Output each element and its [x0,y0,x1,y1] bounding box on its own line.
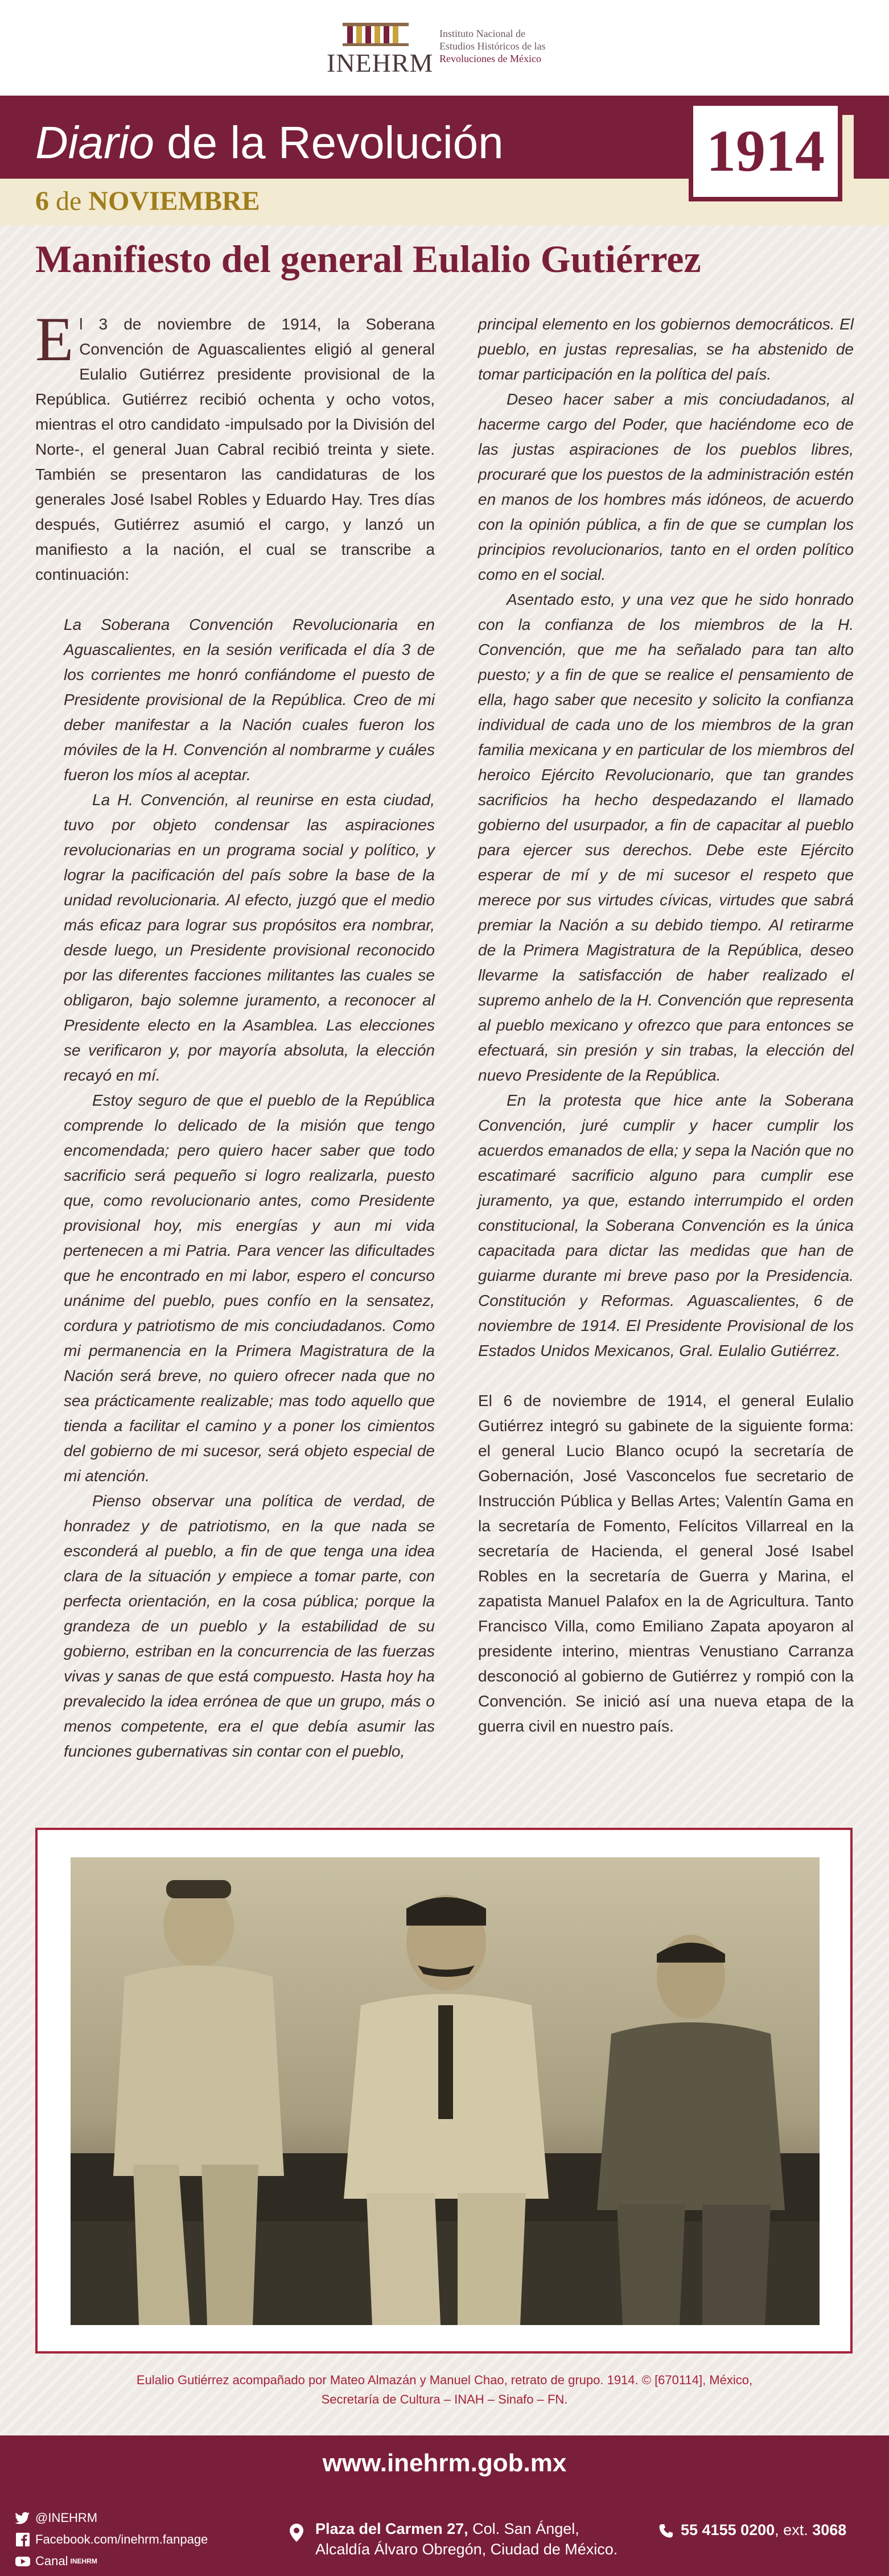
article-closing: El 6 de noviembre de 1914, el general Eulalio Gutiérrez integró su gabinete de la siguiente forma: el general Lucio Blanco ocupó la secretaría de Gobernación, José Vasconcelos fue secretario de Instrucción Pública y Bellas Artes; Valentín Gama en la secretaría de Fomento, Felícitos Villarreal en la secretaría de Hacienda, el general José Isabel Robles en la secretaría de Guerra y Marina, el zapatista Manuel Palafox en la de Agricultura. Tanto Francisco Villa, como Emiliano Zapata apoyaron al presidente interino, mientras Venustiano Carranza desconoció al gobierno de Gutiérrez y rompió con la Convención. Se inició así una nueva etapa de la guerra civil en nuestro país. [478,1392,854,1735]
date [35,184,260,219]
phone-ext: 3068 [812,2521,847,2538]
manifesto-paragraph: Deseo hacer saber a mis conciudadanos, al hacerme cargo del Poder, que haciéndome eco de las justas aspiraciones de los pueblos libres, procuraré que los puestos de la administración estén en manos de los hombres más idóneos, de acuerdo con la opinión pública, a fin de que se cumplan los principios revolucionarios, tanto en el orden político como en el social. [478,390,854,583]
facebook-link[interactable] [15,2529,208,2550]
date-month: NOVIEMBRE [88,186,260,216]
manifesto-paragraph: La H. Convención, al reunirse en esta ciudad, tuvo por objeto condensar las aspiraciones revolucionarias en un programa social y político, y lograr la pacificación del país sobre la base de la unidad revolucionaria. Al efecto, juzgó que el medio más eficaz para lograr sus propósitos era nombrar, desde luego, un Presidente provisional reconocido por las diferentes facciones militantes las cuales se obligaron, bajo solemne juramento, a reconocer al Presidente electo en la Asamblea. Las elecciones se verificaron y, por mayoría absoluta, la elección recayó en mí. [64,791,435,1084]
manifesto-paragraph: Pienso observar una política de verdad, de honradez y de patriotismo, en la que nada se esconderá al pueblo, a fin de que tenga una idea clara de la situación y empiece a tomar parte, con perfecta orientación, en la cosa pública; porque la grandeza de un pueblo y la estabilidad de su gobierno, estriban en la concurrencia de las fuerzas vivas y sanas de que está compuesto. Hasta hoy ha prevalecido la idea errónea de que un grupo, más o menos competente, era el que debía asumir las funciones gubernativas sin contar con el pueblo, [64,1492,435,1760]
footer [0,2435,889,2576]
date-de: de [49,186,89,216]
article-column-right [478,312,854,1739]
diary-title-italic: Diario [35,117,154,168]
diary-title [35,117,504,168]
youtube-label: Canal [35,2554,68,2568]
twitter-handle: @INEHRM [35,2511,98,2525]
logo-bar [0,0,889,96]
manifesto-paragraph: En la protesta que hice ante la Soberana Convención, juré cumplir y hacer cumplir los acuerdos emanados de ella; y sepa la Nación que no escatimaré sacrificio alguno para cumplir ese juramento, ya que, estando interrumpido el orden constitucional, la Soberana Convención es la única capacitada para dictar las medidas que han de guiarme durante mi breve paso por la Presidencia. Constitución y Reformas. Aguascalientes, 6 de noviembre de 1914. El Presidente Provisional de los Estados Unidos Mexicanos, Gral. Eulalio Gutiérrez. [478,1091,854,1359]
address-city: Alcaldía Álvaro Obregón, Ciudad de México. [315,2541,618,2558]
manifesto-paragraph: Asentado esto, y una vez que he sido honrado con la confianza de los miembros de la H. Convención, que me ha señalado para tan alto puesto; y a fin de que se realice el pensamiento de ella, hago saber que necesito y solicito la confianza individual de cada uno de los miembros de la gran familia mexicana y en particular de los miembros del heroico Ejército Revolucionario, que tan grandes sacrificios ha hecho despedazando el llamado gobierno del usurpador, a fin de capacitar al pueblo para ejercer sus derechos. Debe este Ejército esperar de mí y de mi sucesor el respeto que merece por sus virtudes cívicas, virtudes que sabrá premiar la Nación a su debido tiempo. Al retirarme de la Primera Magistratura de la República, deseo llevarme la satisfacción de haber realizado el supremo anhelo de la H. Convención que representa al pueblo mexicano y ofrezco que para entonces se efectuará, sin presión y sin trabas, la elección del nuevo Presidente de la República. [478,591,854,1084]
twitter-icon [15,2511,31,2525]
facebook-icon [15,2532,31,2547]
manifesto-quote-right [478,312,854,1363]
year: 1914 [706,118,825,184]
manifesto-paragraph: La Soberana Convención Revolucionaria en Aguascalientes, en la sesión verificada el día 3 de los corrientes me honró confiándome el puesto de Presidente provisional de la República. Creo de mi deber manifestar a la Nación cuales fueron los móviles de la H. Convención al nombrarme y cuáles fueron los míos al aceptar. [64,616,435,784]
diary-title-rest: de la Revolución [154,117,504,168]
photo-caption-line-2: Secretaría de Cultura – INAH – Sinafo – FN. [321,2392,568,2406]
article-title: Manifiesto del general Eulalio Gutiérrez [35,237,701,281]
facebook-url: Facebook.com/inehrm.fanpage [35,2532,208,2546]
youtube-link[interactable] [15,2550,208,2572]
institution-line-2: Estudios Históricos de las [439,40,546,52]
year-box [689,101,842,201]
address [315,2519,618,2559]
article-intro: El 3 de noviembre de 1914, la Soberana Convención de Aguascalientes eligió al general Eulalio Gutiérrez presidente provisional de la República. Gutiérrez recibió ochenta y ocho votos, mientras el otro candidato -impulsado por la División del Norte-, el general Juan Cabral recibió treinta y siete. También se presentaron las candidaturas de los generales José Isabel Robles y Eduardo Hay. Tres días después, Gutiérrez asumió el cargo, y lanzó un manifiesto a la nación, el cual se transcribe a continuación: [35,304,435,583]
phone-number[interactable] [681,2520,846,2540]
manifesto-quote-left [35,612,435,1764]
institution-line-1: Instituto Nacional de [439,28,525,39]
social-links [15,2507,208,2572]
youtube-icon [15,2554,31,2569]
institution-line-3: Revoluciones de México [439,53,541,64]
logo-acronym: INEHRM [327,48,434,77]
address-colony: Col. San Ángel, [468,2520,579,2537]
historic-group-photo [71,1857,820,2325]
twitter-link[interactable] [15,2507,208,2529]
phone-main: 55 4155 0200 [681,2521,775,2538]
manifesto-paragraph: principal elemento en los gobiernos democráticos. El pueblo, en justas represalias, se ha abstenido de tomar participación en la política del país. [478,315,854,383]
inehrm-logo[interactable] [327,19,566,76]
photo-illustration [71,1857,820,2325]
institution-name [439,27,546,65]
location-pin-icon [289,2523,304,2542]
phone-ext-label: , ext. [775,2521,813,2538]
building-icon [341,19,410,47]
photo-frame [35,1828,853,2354]
photo-caption-line-1: Eulalio Gutiérrez acompañado por Mateo Almazán y Manuel Chao, retrato de grupo. 1914. © [670114], México, [136,2373,753,2387]
article-column-left [35,304,435,1764]
youtube-channel: INEHRM [70,2557,97,2565]
phone-icon [658,2523,674,2539]
website-link[interactable]: www.inehrm.gob.mx [322,2449,567,2477]
photo-caption [92,2371,797,2409]
manifesto-paragraph: Estoy seguro de que el pueblo de la República comprende lo delicado de la misión que tengo encomendada; pero quiero hacer saber que todo sacrificio será pequeño si logro realizarla, puesto que, como revolucionario antes, como Presidente provisional hoy, mis energías y aun mi vida pertenecen a mi Patria. Para vencer las dificultades que he encontrado en mi labor, espero el concurso unánime del pueblo, pues confío en la sensatez, cordura y patriotismo de mis conciudadanos. Como mi permanencia en la Primera Magistratura de la Nación será breve, no quiero ofrecer nada que no sea prácticamente realizable; mas todo aquello que tienda a facilitar el camino y a poner los cimientos del gobierno de mi sucesor, será objeto especial de mi atención. [64,1091,435,1485]
date-day: 6 [35,186,49,216]
address-street: Plaza del Carmen 27, [315,2520,468,2537]
